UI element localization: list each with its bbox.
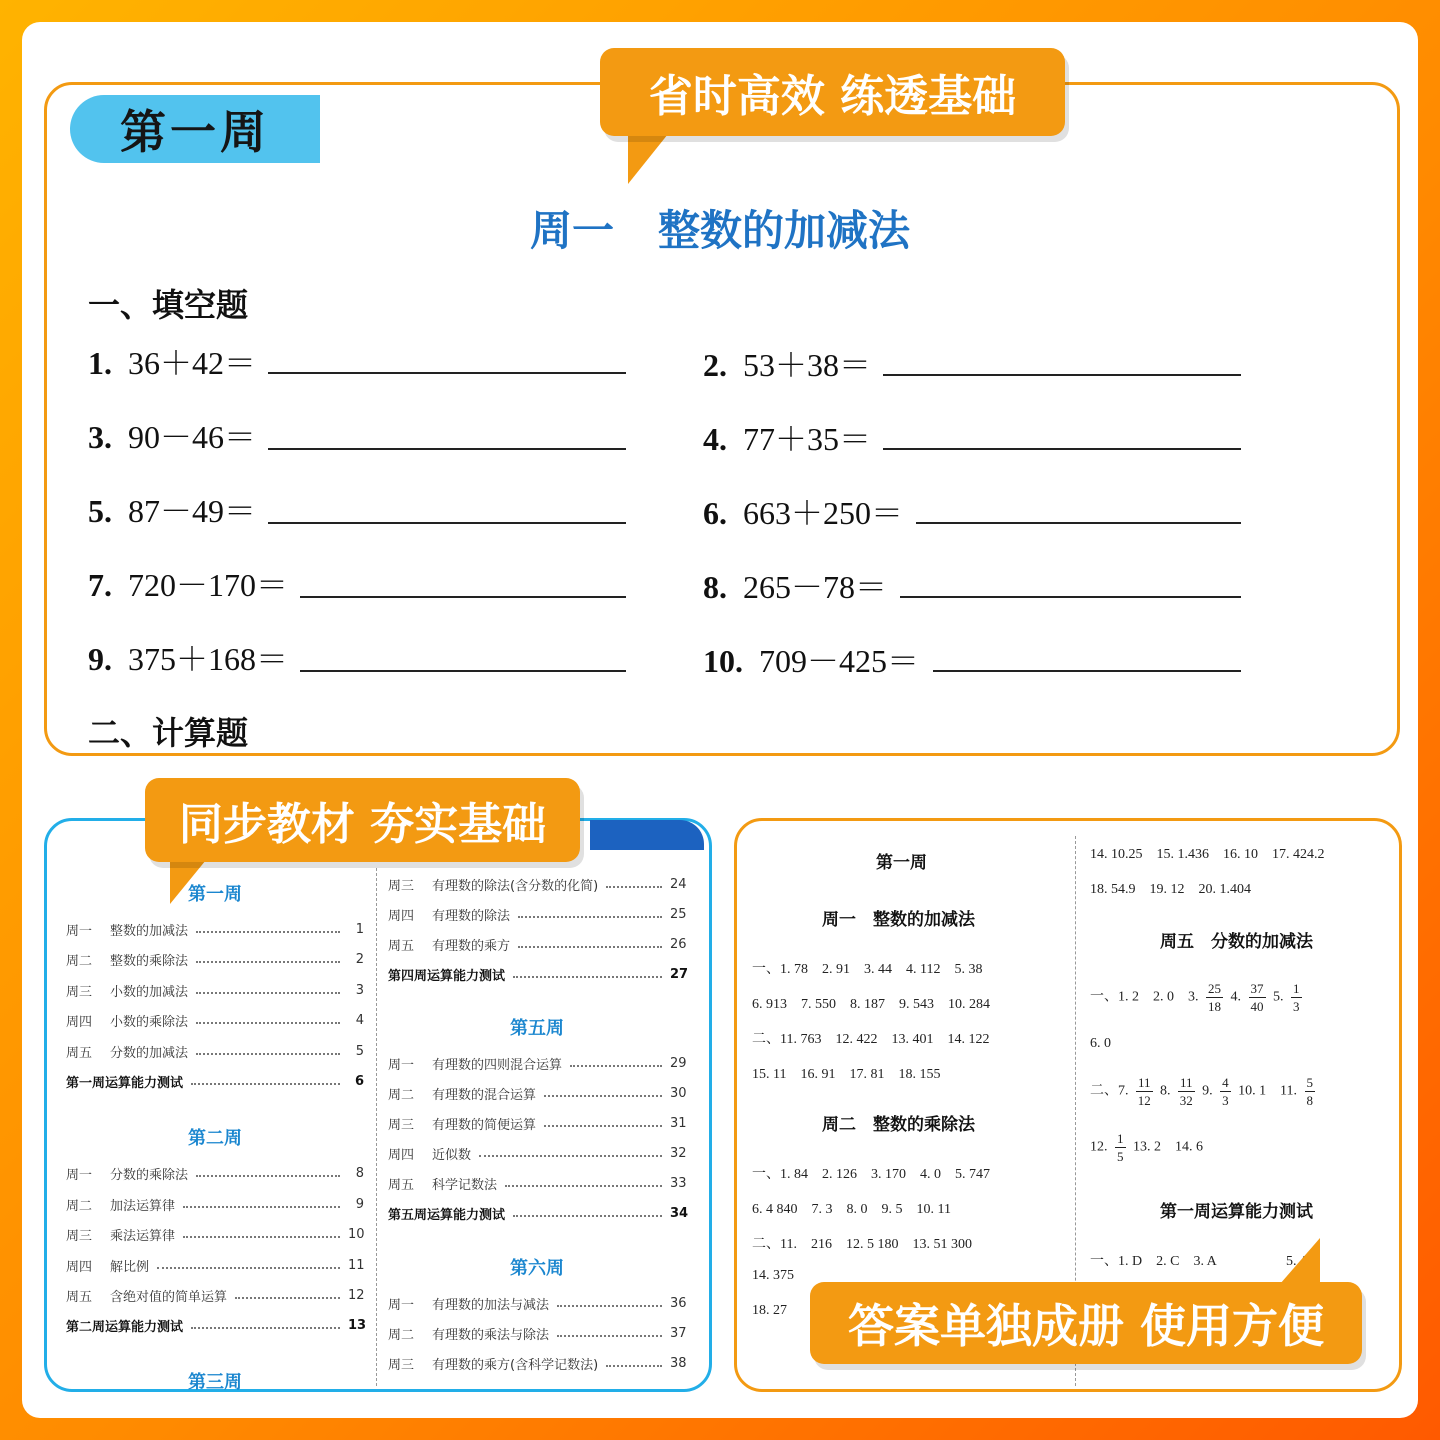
toc-entry[interactable]: 周五 含绝对值的简单运算 12 xyxy=(66,1288,365,1305)
answer-test-heading: 第一周运算能力测试 xyxy=(1160,1202,1313,1222)
toc-week-heading: 第五周 xyxy=(510,1018,564,1039)
problem: 5. 87－49＝ xyxy=(88,493,257,529)
problem: 8. 265－78＝ xyxy=(703,569,888,605)
answer-line xyxy=(268,522,626,524)
column-divider xyxy=(376,868,377,1386)
answer-day-heading: 周五 分数的加减法 xyxy=(1160,932,1313,952)
fraction: $\frac{4}{3}$ xyxy=(1222,1075,1229,1108)
fraction: $\frac{25}{18}$ xyxy=(1208,981,1221,1014)
answer-line: 15. 11 16. 91 17. 81 18. 155 xyxy=(752,1067,941,1082)
answer-line: 二、11. 763 12. 422 13. 401 14. 122 xyxy=(752,1032,990,1047)
answer-line: 一、1. 84 2. 126 3. 170 4. 0 5. 747 xyxy=(752,1167,990,1182)
answer-line: 6. 4 840 7. 3 8. 0 9. 5 10. 11 xyxy=(752,1202,951,1217)
toc-entry[interactable]: 周三 有理数的乘方(含科学记数法) 38 xyxy=(388,1356,687,1373)
week-tab: 第一周 xyxy=(70,95,320,163)
toc-entry-test[interactable]: 第五周运算能力测试 34 xyxy=(388,1206,689,1223)
answer-line: 18. 54.9 19. 12 20. 1.404 xyxy=(1090,882,1251,897)
answer-line xyxy=(268,372,626,374)
toc-week-heading: 第一周 xyxy=(188,884,242,905)
toc-entry-test[interactable]: 第四周运算能力测试 27 xyxy=(388,967,689,984)
fraction: $\frac{1}{5}$ xyxy=(1117,1131,1124,1164)
problem: 9. 375＋168＝ xyxy=(88,641,289,677)
answer-line: 12. $\frac{1}{5}$ 13. 2 14. 6 xyxy=(1090,1131,1203,1164)
answer-line: 一、1. 2 2. 0 3. $\frac{25}{18}$ 4. $\frac{37}{40}$ 5. $\frac{1}{3}$ xyxy=(1090,981,1300,1014)
answer-line: 6. 0 xyxy=(1090,1036,1111,1051)
callout-tail xyxy=(628,134,668,184)
fraction: $\frac{1}{3}$ xyxy=(1293,981,1300,1014)
answer-line: 二、11. 216 12. 5 180 13. 51 300 xyxy=(752,1237,972,1252)
section-fill-blank: 一、填空题 xyxy=(88,286,249,324)
problem: 4. 77＋35＝ xyxy=(703,421,872,457)
toc-entry[interactable]: 周四 有理数的除法 25 xyxy=(388,907,687,924)
toc-week-heading: 第二周 xyxy=(188,1128,242,1149)
answer-line: 14. 10.25 15. 1.436 16. 10 17. 424.2 xyxy=(1090,847,1325,862)
fraction: $\frac{37}{40}$ xyxy=(1250,981,1264,1014)
toc-entry[interactable]: 周三 小数的加减法 3 xyxy=(66,983,364,1000)
toc-entry[interactable]: 周五 分数的加减法 5 xyxy=(66,1044,364,1061)
answer-line: 18. 27 xyxy=(752,1303,787,1318)
answer-line xyxy=(300,670,626,672)
answer-line: 一、1. D 2. C 3. A 5. A xyxy=(1090,1254,1310,1269)
answer-line xyxy=(916,522,1241,524)
toc-entry[interactable]: 周一 有理数的四则混合运算 29 xyxy=(388,1056,687,1073)
problem: 10. 709－425＝ xyxy=(703,643,920,679)
toc-entry-test[interactable]: 第一周运算能力测试 6 xyxy=(66,1074,364,1091)
answer-day-heading: 周一 整数的加减法 xyxy=(822,910,975,930)
toc-entry[interactable]: 周一 有理数的加法与减法 36 xyxy=(388,1296,687,1313)
toc-week-heading: 第六周 xyxy=(510,1258,564,1279)
problem: 7. 720－170＝ xyxy=(88,567,289,603)
callout-answer-book: 答案单独成册 使用方便 xyxy=(810,1282,1362,1364)
toc-header-bar xyxy=(590,820,704,850)
toc-entry[interactable]: 周四 解比例 11 xyxy=(66,1258,365,1275)
answer-line: 6. 913 7. 550 8. 187 9. 543 10. 284 xyxy=(752,997,990,1012)
toc-entry[interactable]: 周五 科学记数法 33 xyxy=(388,1176,687,1193)
answer-line xyxy=(883,448,1241,450)
toc-entry-test[interactable]: 第二周运算能力测试 13 xyxy=(66,1318,367,1335)
answer-line xyxy=(300,596,626,598)
toc-entry[interactable]: 周二 加法运算律 9 xyxy=(66,1197,364,1214)
topic-label: 整数的加减法 xyxy=(658,206,911,255)
answer-line: 二、7. $\frac{11}{12}$ 8. $\frac{11}{32}$ 9. $\frac{4}{3}$ 10. 1 11. $\frac{5}{8}$ xyxy=(1090,1075,1314,1108)
toc-entry[interactable]: 周四 近似数 32 xyxy=(388,1146,687,1163)
answer-line xyxy=(933,670,1241,672)
fraction: $\frac{11}{12}$ xyxy=(1137,1075,1151,1108)
answer-week-heading: 第一周 xyxy=(876,853,927,873)
toc-entry[interactable]: 周四 小数的乘除法 4 xyxy=(66,1013,364,1030)
answer-line: 14. 375 xyxy=(752,1268,794,1283)
problem: 2. 53＋38＝ xyxy=(703,347,872,383)
callout-tail xyxy=(1280,1238,1320,1284)
problem: 6. 663＋250＝ xyxy=(703,495,904,531)
toc-entry[interactable]: 周二 有理数的混合运算 30 xyxy=(388,1086,687,1103)
callout-tail xyxy=(170,860,206,904)
day-label: 周一 xyxy=(529,206,614,255)
toc-entry[interactable]: 周一 分数的乘除法 8 xyxy=(66,1166,364,1183)
toc-entry[interactable]: 周三 有理数的简便运算 31 xyxy=(388,1116,687,1133)
toc-entry[interactable]: 周三 有理数的除法(含分数的化简) 24 xyxy=(388,877,687,894)
toc-entry[interactable]: 周五 有理数的乘方 26 xyxy=(388,937,687,954)
day-title xyxy=(0,198,1440,258)
toc-entry[interactable]: 周二 有理数的乘法与除法 37 xyxy=(388,1326,687,1343)
problem: 1. 36＋42＝ xyxy=(88,345,257,381)
callout-efficient: 省时高效 练透基础 xyxy=(600,48,1065,136)
callout-sync: 同步教材 夯实基础 xyxy=(145,778,580,862)
answer-line: 一、1. 78 2. 91 3. 44 4. 112 5. 38 xyxy=(752,962,983,977)
section-calculation: 二、计算题 xyxy=(88,714,249,752)
toc-entry[interactable]: 周三 乘法运算律 10 xyxy=(66,1227,365,1244)
answer-line xyxy=(883,374,1241,376)
answer-line xyxy=(268,448,626,450)
toc-entry[interactable]: 周一 整数的加减法 1 xyxy=(66,922,364,939)
toc-week-heading: 第三周 xyxy=(188,1372,242,1393)
fraction: $\frac{11}{32}$ xyxy=(1179,1075,1193,1108)
fraction: $\frac{5}{8}$ xyxy=(1306,1075,1314,1108)
toc-entry[interactable]: 周二 整数的乘除法 2 xyxy=(66,952,364,969)
problem: 3. 90－46＝ xyxy=(88,419,257,455)
answer-day-heading: 周二 整数的乘除法 xyxy=(822,1115,975,1135)
answer-line xyxy=(900,596,1241,598)
